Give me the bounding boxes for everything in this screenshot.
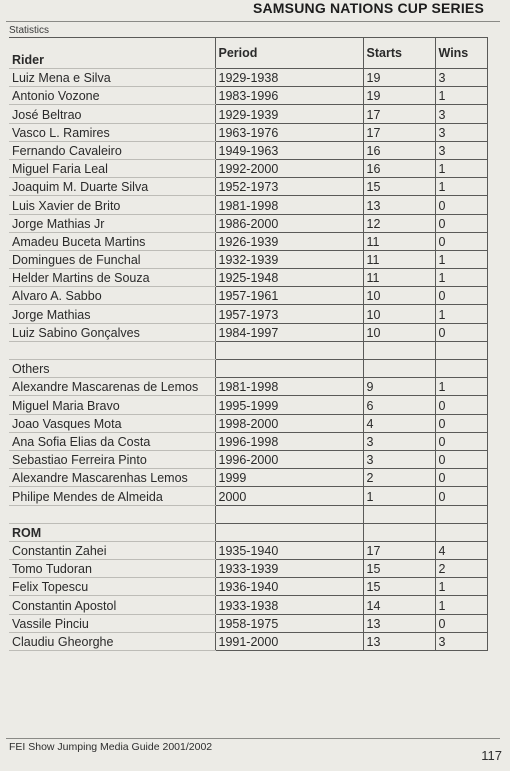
- table-row: [9, 87, 487, 105]
- rider-name: Joao Vasques Mota: [9, 414, 215, 432]
- starts-cell: 4: [363, 414, 435, 432]
- rider-name: Miguel Maria Bravo: [9, 396, 215, 414]
- wins-cell: 0: [435, 323, 487, 341]
- rider-name: Felix Topescu: [9, 578, 215, 596]
- period-cell: 1932-1939: [215, 250, 363, 268]
- period-cell: 1963-1976: [215, 123, 363, 141]
- wins-cell: 0: [435, 614, 487, 632]
- wins-cell: 1: [435, 87, 487, 105]
- starts-cell: 19: [363, 69, 435, 87]
- table-row: [9, 541, 487, 559]
- group-heading: Others: [9, 360, 215, 378]
- rider-name: Constantin Apostol: [9, 596, 215, 614]
- starts-cell: 6: [363, 396, 435, 414]
- period-cell: 1996-1998: [215, 432, 363, 450]
- empty-cell: [215, 341, 363, 359]
- rider-name: Jorge Mathias Jr: [9, 214, 215, 232]
- wins-cell: 0: [435, 432, 487, 450]
- wins-cell: 4: [435, 541, 487, 559]
- period-cell: 1984-1997: [215, 323, 363, 341]
- starts-cell: 15: [363, 560, 435, 578]
- rider-name: Philipe Mendes de Almeida: [9, 487, 215, 505]
- wins-cell: 3: [435, 123, 487, 141]
- page-title: SAMSUNG NATIONS CUP SERIES: [252, 0, 484, 16]
- footer-rule: [6, 738, 500, 739]
- rider-name: Amadeu Buceta Martins: [9, 232, 215, 250]
- wins-cell: 2: [435, 560, 487, 578]
- table-row: [9, 560, 487, 578]
- period-cell: 2000: [215, 487, 363, 505]
- wins-cell: 0: [435, 450, 487, 468]
- starts-cell: 2: [363, 469, 435, 487]
- rider-name: Claudiu Gheorghe: [9, 632, 215, 650]
- starts-cell: 15: [363, 178, 435, 196]
- table-row: [9, 232, 487, 250]
- spacer-row: [9, 341, 487, 359]
- empty-cell: [435, 523, 487, 541]
- rider-name: Constantin Zahei: [9, 541, 215, 559]
- wins-cell: 0: [435, 196, 487, 214]
- period-cell: 1998-2000: [215, 414, 363, 432]
- starts-cell: 15: [363, 578, 435, 596]
- wins-cell: 0: [435, 214, 487, 232]
- empty-cell: [363, 505, 435, 523]
- empty-cell: [363, 360, 435, 378]
- wins-cell: 0: [435, 396, 487, 414]
- table-row: [9, 214, 487, 232]
- table-header-row: [9, 38, 487, 69]
- period-cell: 1957-1973: [215, 305, 363, 323]
- table-row: [9, 269, 487, 287]
- empty-cell: [435, 341, 487, 359]
- rider-name: Joaquim M. Duarte Silva: [9, 178, 215, 196]
- table-row: [9, 596, 487, 614]
- starts-cell: 17: [363, 123, 435, 141]
- starts-cell: 13: [363, 632, 435, 650]
- starts-cell: 9: [363, 378, 435, 396]
- starts-cell: 3: [363, 450, 435, 468]
- wins-cell: 1: [435, 578, 487, 596]
- rider-name: Luis Xavier de Brito: [9, 196, 215, 214]
- starts-cell: 17: [363, 105, 435, 123]
- page-number: 117: [481, 748, 502, 763]
- spacer-row: [9, 505, 487, 523]
- starts-cell: 1: [363, 487, 435, 505]
- table-row: [9, 487, 487, 505]
- period-cell: 1929-1938: [215, 69, 363, 87]
- table-row: [9, 323, 487, 341]
- group-heading-row: [9, 523, 487, 541]
- table-row: [9, 178, 487, 196]
- rider-name: Vassile Pinciu: [9, 614, 215, 632]
- rider-name: Miguel Faria Leal: [9, 159, 215, 177]
- table-row: [9, 105, 487, 123]
- empty-cell: [215, 523, 363, 541]
- table-row: [9, 250, 487, 268]
- starts-cell: 16: [363, 159, 435, 177]
- table-row: [9, 432, 487, 450]
- statistics-table: [9, 37, 488, 651]
- rider-name: Helder Martins de Souza: [9, 269, 215, 287]
- empty-cell: [9, 341, 215, 359]
- rider-name: Luiz Sabino Gonçalves: [9, 323, 215, 341]
- rider-name: Vasco L. Ramires: [9, 123, 215, 141]
- period-cell: 1952-1973: [215, 178, 363, 196]
- period-cell: 1957-1961: [215, 287, 363, 305]
- rider-name: Tomo Tudoran: [9, 560, 215, 578]
- period-cell: 1999: [215, 469, 363, 487]
- period-cell: 1933-1939: [215, 560, 363, 578]
- period-cell: 1949-1963: [215, 141, 363, 159]
- column-header-starts: Starts: [363, 38, 435, 69]
- rider-name: Alvaro A. Sabbo: [9, 287, 215, 305]
- wins-cell: 3: [435, 632, 487, 650]
- empty-cell: [215, 360, 363, 378]
- group-heading-row: [9, 360, 487, 378]
- wins-cell: 1: [435, 596, 487, 614]
- wins-cell: 0: [435, 469, 487, 487]
- table-row: [9, 287, 487, 305]
- table-row: [9, 159, 487, 177]
- starts-cell: 10: [363, 323, 435, 341]
- wins-cell: 0: [435, 487, 487, 505]
- table-row: [9, 396, 487, 414]
- rider-name: Fernando Cavaleiro: [9, 141, 215, 159]
- rider-name: Luiz Mena e Silva: [9, 69, 215, 87]
- table-row: [9, 414, 487, 432]
- period-cell: 1992-2000: [215, 159, 363, 177]
- table-row: [9, 378, 487, 396]
- wins-cell: 1: [435, 269, 487, 287]
- empty-cell: [363, 523, 435, 541]
- section-label: Statistics: [9, 25, 50, 36]
- wins-cell: 0: [435, 232, 487, 250]
- period-cell: 1995-1999: [215, 396, 363, 414]
- rider-name: Sebastiao Ferreira Pinto: [9, 450, 215, 468]
- table-row: [9, 123, 487, 141]
- starts-cell: 11: [363, 232, 435, 250]
- table-row: [9, 196, 487, 214]
- period-cell: 1981-1998: [215, 378, 363, 396]
- wins-cell: 0: [435, 287, 487, 305]
- period-cell: 1925-1948: [215, 269, 363, 287]
- rider-name: Alexandre Mascarenas de Lemos: [9, 378, 215, 396]
- empty-cell: [9, 505, 215, 523]
- starts-cell: 14: [363, 596, 435, 614]
- table-row: [9, 305, 487, 323]
- column-header-rider: Rider: [9, 38, 215, 69]
- rider-name: Domingues de Funchal: [9, 250, 215, 268]
- period-cell: 1986-2000: [215, 214, 363, 232]
- empty-cell: [363, 341, 435, 359]
- wins-cell: 3: [435, 141, 487, 159]
- period-cell: 1929-1939: [215, 105, 363, 123]
- table-row: [9, 450, 487, 468]
- wins-cell: 1: [435, 378, 487, 396]
- wins-cell: 1: [435, 159, 487, 177]
- starts-cell: 10: [363, 287, 435, 305]
- period-cell: 1996-2000: [215, 450, 363, 468]
- starts-cell: 12: [363, 214, 435, 232]
- table-row: [9, 141, 487, 159]
- empty-cell: [215, 505, 363, 523]
- period-cell: 1926-1939: [215, 232, 363, 250]
- column-header-wins: Wins: [435, 38, 487, 69]
- starts-cell: 17: [363, 541, 435, 559]
- rider-name: Ana Sofia Elias da Costa: [9, 432, 215, 450]
- period-cell: 1983-1996: [215, 87, 363, 105]
- starts-cell: 3: [363, 432, 435, 450]
- wins-cell: 1: [435, 305, 487, 323]
- period-cell: 1958-1975: [215, 614, 363, 632]
- rider-name: Alexandre Mascarenhas Lemos: [9, 469, 215, 487]
- table-row: [9, 578, 487, 596]
- rider-name: Antonio Vozone: [9, 87, 215, 105]
- group-heading: ROM: [9, 523, 215, 541]
- starts-cell: 16: [363, 141, 435, 159]
- wins-cell: 1: [435, 250, 487, 268]
- empty-cell: [435, 360, 487, 378]
- column-header-period: Period: [215, 38, 363, 69]
- table-row: [9, 614, 487, 632]
- wins-cell: 0: [435, 414, 487, 432]
- table-row: [9, 469, 487, 487]
- period-cell: 1935-1940: [215, 541, 363, 559]
- starts-cell: 13: [363, 614, 435, 632]
- wins-cell: 3: [435, 105, 487, 123]
- empty-cell: [435, 505, 487, 523]
- footer-text: FEI Show Jumping Media Guide 2001/2002: [9, 741, 213, 753]
- period-cell: 1981-1998: [215, 196, 363, 214]
- starts-cell: 11: [363, 250, 435, 268]
- wins-cell: 1: [435, 178, 487, 196]
- wins-cell: 3: [435, 69, 487, 87]
- header-rule: [6, 21, 500, 22]
- rider-name: José Beltrao: [9, 105, 215, 123]
- period-cell: 1936-1940: [215, 578, 363, 596]
- starts-cell: 13: [363, 196, 435, 214]
- starts-cell: 19: [363, 87, 435, 105]
- period-cell: 1991-2000: [215, 632, 363, 650]
- table-row: [9, 632, 487, 650]
- table-row: [9, 69, 487, 87]
- period-cell: 1933-1938: [215, 596, 363, 614]
- rider-name: Jorge Mathias: [9, 305, 215, 323]
- starts-cell: 10: [363, 305, 435, 323]
- starts-cell: 11: [363, 269, 435, 287]
